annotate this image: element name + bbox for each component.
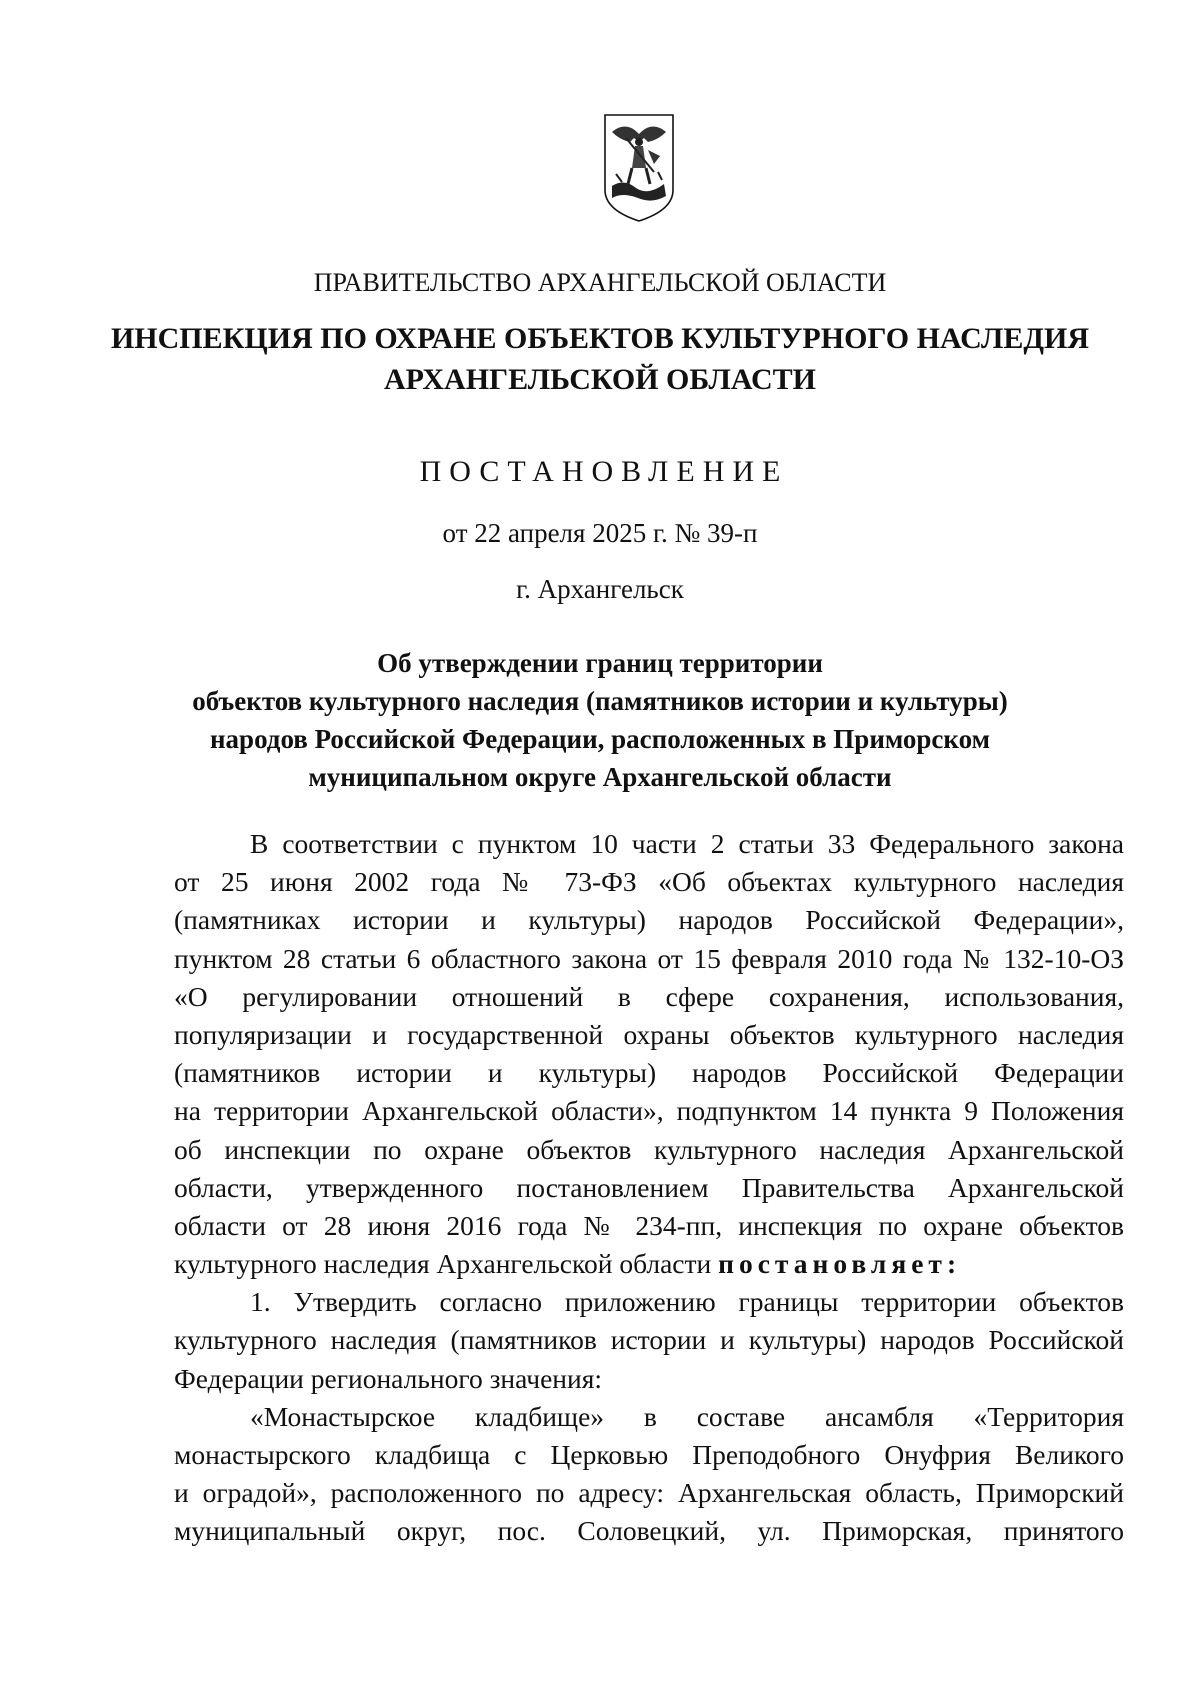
document-title [0, 644, 1200, 796]
document-body [174, 825, 1124, 1551]
document-type: ПОСТАНОВЛЕНИЕ [419, 455, 789, 488]
decree-word: постановляет: [718, 1248, 962, 1280]
preamble-line: В соответствии с пунктом 10 части 2 статьи 33 Федерального закона [250, 828, 1124, 859]
document-date-number: от 22 апреля 2025 г. № 39-п [442, 518, 758, 548]
preamble-line: области от 28 июня 2016 года № 234-пп, инспекция по охране объектов [174, 1209, 1124, 1241]
document-city: г. Архангельск [516, 574, 684, 604]
title-line: Об утверждении границ территории [377, 648, 823, 678]
preamble-line: пунктом 28 статьи 6 областного закона от 15 февраля 2010 года № 132-10-ОЗ [174, 942, 1124, 974]
item-line: культурного наследия (памятников истории и культуры) народов Российской [174, 1324, 1124, 1356]
item-text-line: «Монастырское кладбище» в составе ансамбля «Территория [250, 1400, 1124, 1432]
organization-line: АРХАНГЕЛЬСКОЙ ОБЛАСТИ [384, 363, 816, 396]
preamble-last-line [174, 1245, 1124, 1283]
item-text-line: и оградой», расположенного по адресу: Архангельская область, Приморский [174, 1477, 1124, 1509]
organization-line: ИНСПЕКЦИЯ ПО ОХРАНЕ ОБЪЕКТОВ КУЛЬТУРНОГО НАСЛЕДИЯ [110, 322, 1090, 355]
preamble-line: (памятниках истории и культуры) народов Российской Федерации», [174, 904, 1124, 936]
preamble-line: области, утвержденного постановлением Правительства Архангельской [174, 1171, 1124, 1203]
item-line: Федерации регионального значения: [174, 1362, 603, 1394]
title-line: народов Российской Федерации, расположенных в Приморском [210, 724, 990, 754]
preamble-line: «О регулировании отношений в сфере сохранения, использования, [174, 980, 1124, 1012]
government-name: ПРАВИТЕЛЬСТВО АРХАНГЕЛЬСКОЙ ОБЛАСТИ [313, 268, 887, 297]
preamble-last-text: культурного наследия Архангельской области [174, 1248, 719, 1280]
preamble-line: на территории Архангельской области», подпунктом 14 пункта 9 Положения [174, 1095, 1124, 1127]
preamble-line: популяризации и государственной охраны объектов культурного наследия [174, 1018, 1124, 1050]
item-text-line: муниципальный округ, пос. Соловецкий, ул. Приморская, принятого [174, 1515, 1124, 1547]
preamble-line: от 25 июня 2002 года № 73-ФЗ «Об объектах культурного наследия [174, 866, 1124, 898]
title-line: муниципальном округе Архангельской области [308, 762, 892, 792]
title-line: объектов культурного наследия (памятников истории и культуры) [192, 686, 1008, 716]
organization-name [0, 318, 1200, 400]
preamble-line: об инспекции по охране объектов культурного наследия Архангельской [174, 1133, 1124, 1165]
preamble-line: (памятников истории и культуры) народов Российской Федерации [174, 1057, 1124, 1089]
item-line: 1. Утвердить согласно приложению границы территории объектов [250, 1286, 1124, 1318]
coat-of-arms-icon [602, 112, 676, 224]
item-text-line: монастырского кладбища с Церковью Преподобного Онуфрия Великого [174, 1439, 1124, 1470]
